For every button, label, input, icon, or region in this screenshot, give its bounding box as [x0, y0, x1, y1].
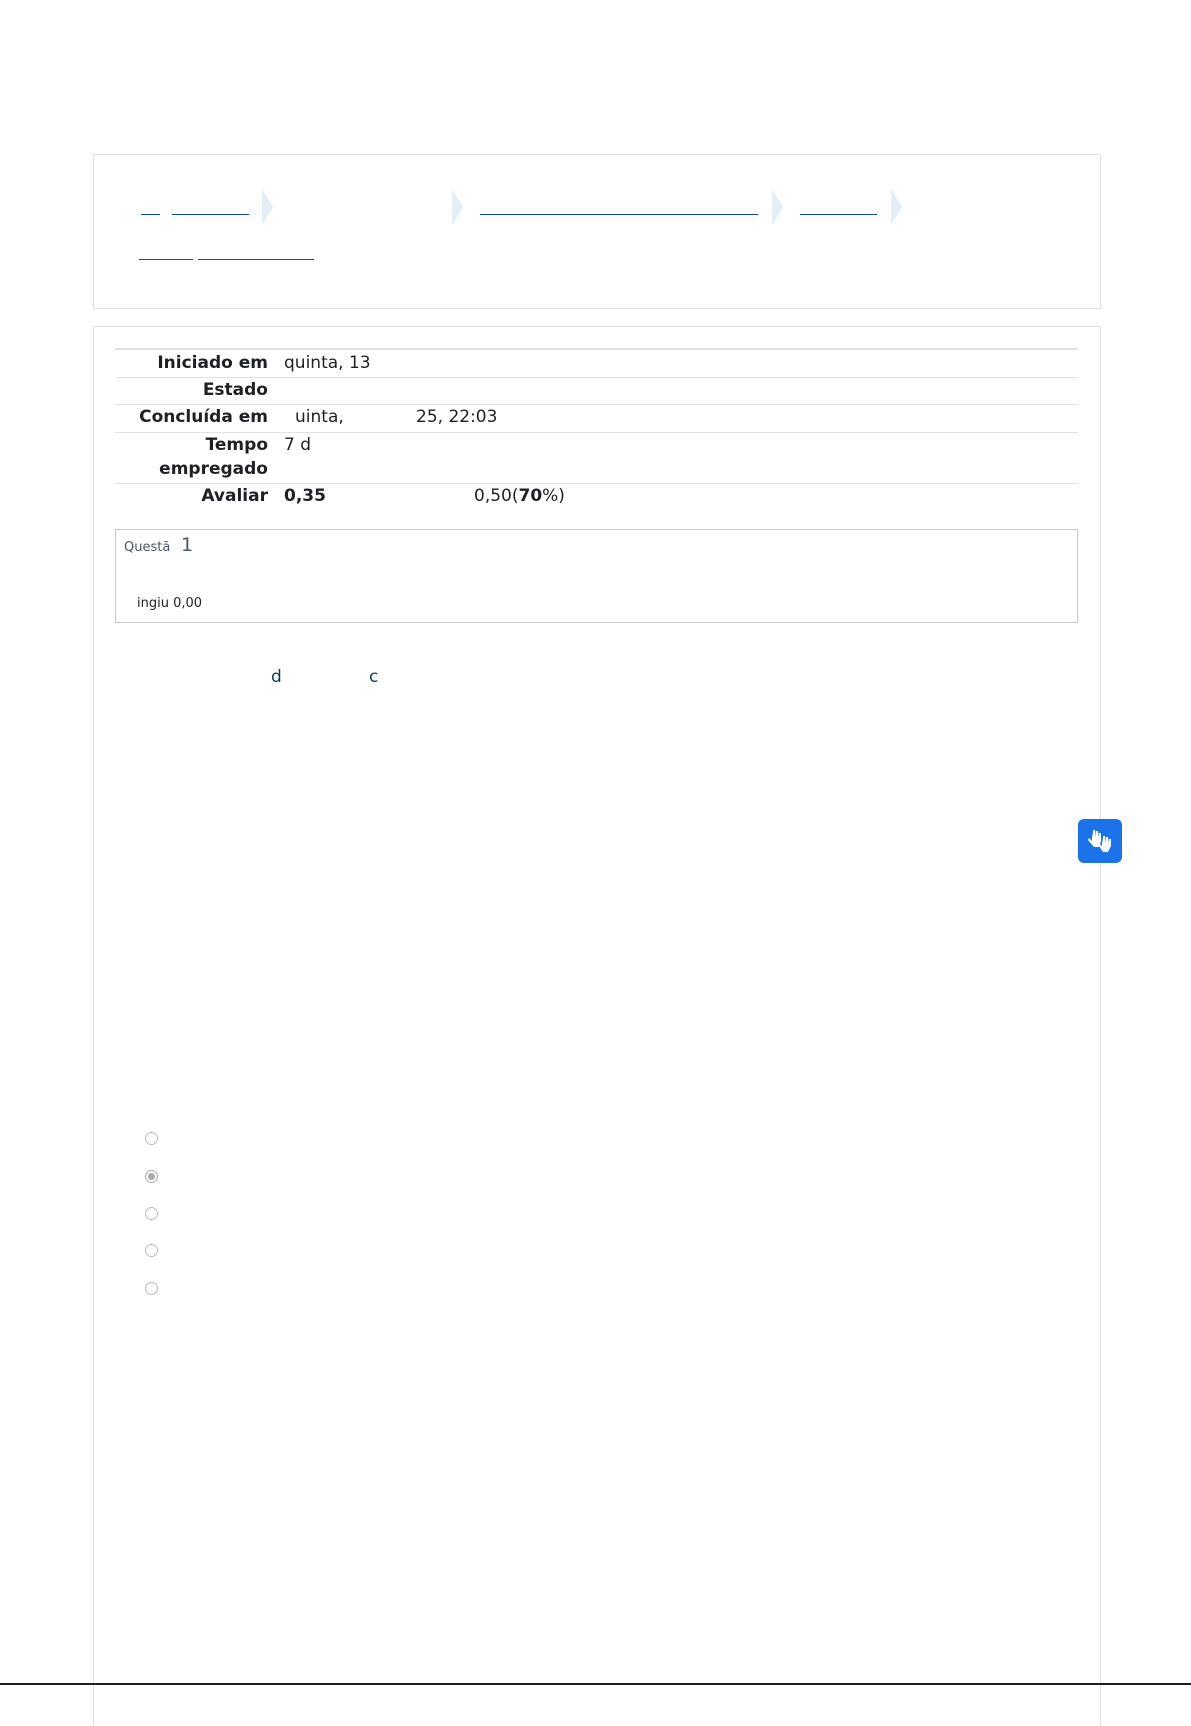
completed-value-weekday: uinta,	[295, 407, 344, 427]
summary-table-top-border	[115, 348, 1078, 350]
question-score: ingiu 0,00	[137, 596, 203, 611]
accessibility-button[interactable]	[1078, 819, 1122, 863]
grade-max: 0,50(	[474, 486, 519, 506]
question-text-fragment: c	[369, 667, 379, 687]
answer-option-radio-b[interactable]	[145, 1170, 158, 1183]
started-value: quinta, 13	[284, 353, 371, 373]
grade-score: 0,35	[284, 486, 326, 506]
summary-row-divider	[115, 404, 1078, 405]
chevron-right-icon	[452, 189, 463, 225]
grade-percent-tail: %)	[542, 486, 565, 506]
time-label-line2: empregado	[159, 459, 268, 479]
time-value: 7 d	[284, 435, 312, 455]
chevron-right-icon	[891, 189, 902, 225]
breadcrumb	[93, 154, 1101, 309]
vlibras-hands-icon	[1086, 827, 1114, 855]
summary-row-divider	[115, 377, 1078, 378]
completed-label: Concluída em	[139, 407, 268, 427]
grade-label: Avaliar	[201, 486, 268, 506]
time-label-line1: Tempo	[205, 435, 268, 455]
grade-out-of	[474, 486, 565, 506]
breadcrumb-link-section[interactable]	[800, 214, 877, 215]
breadcrumb-link-home[interactable]	[141, 214, 160, 215]
grade-percent: 70	[518, 486, 543, 506]
question-info-box	[115, 529, 1078, 623]
breadcrumb-link-review[interactable]	[198, 259, 314, 260]
answer-option-radio-d[interactable]	[145, 1244, 158, 1257]
answer-option-radio-e[interactable]	[145, 1282, 158, 1295]
breadcrumb-link-dashboard[interactable]	[172, 214, 249, 215]
completed-value-time: 25, 22:03	[416, 407, 498, 427]
breadcrumb-link-course[interactable]	[480, 214, 758, 215]
answer-option-radio-c[interactable]	[145, 1207, 158, 1220]
question-label: Questã	[124, 540, 171, 555]
started-label: Iniciado em	[157, 353, 268, 373]
question-number: 1	[181, 534, 194, 556]
breadcrumb-link-quiz[interactable]	[139, 259, 193, 260]
answer-option-radio-a[interactable]	[145, 1132, 158, 1145]
chevron-right-icon	[262, 189, 273, 225]
question-text-fragment: d	[271, 667, 282, 687]
chevron-right-icon	[772, 189, 783, 225]
summary-row-divider	[115, 483, 1078, 484]
summary-row-divider	[115, 432, 1078, 433]
state-label: Estado	[202, 380, 268, 400]
